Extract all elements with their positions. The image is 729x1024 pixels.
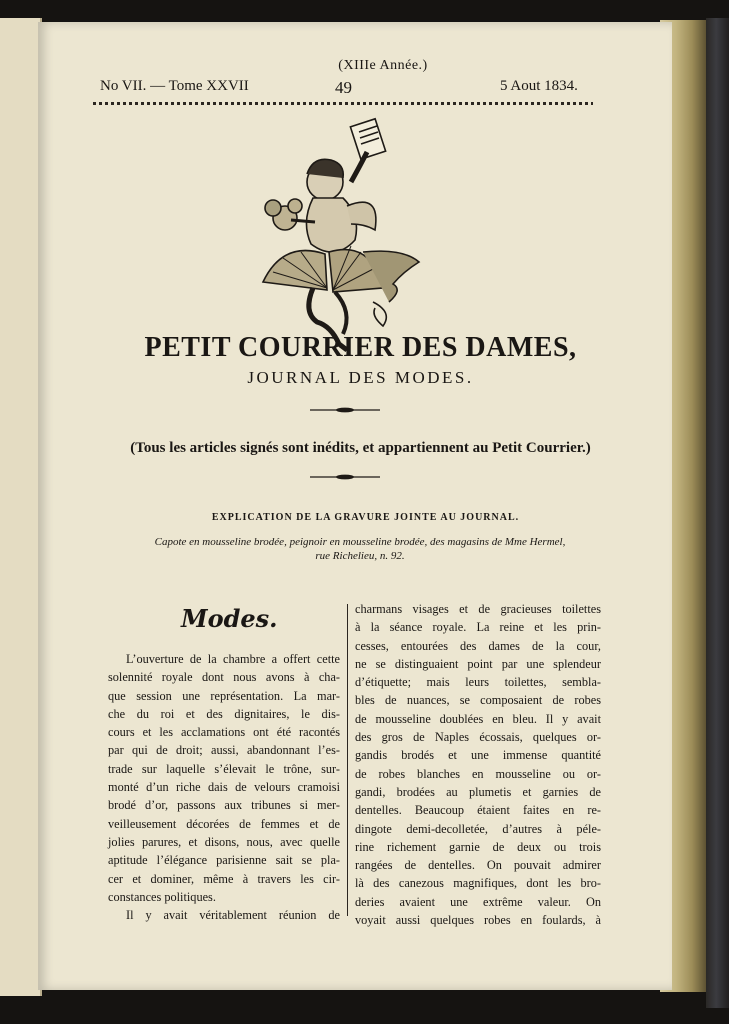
article-right-column	[355, 600, 601, 929]
facing-page-edge	[0, 18, 42, 996]
text-line: de mousseline doublées en bleu. Il y avait	[355, 711, 601, 726]
text-line: à la séance royale. La reine et les prin-	[355, 620, 601, 635]
text-line: veilleusement décorées de femmes et de	[108, 816, 340, 831]
text-line: solennité royale dont nous avons à cha-	[108, 670, 340, 685]
book-spine	[706, 18, 729, 1008]
text-line: là des canezous magnifiques, dont les bro-	[355, 876, 601, 891]
ornament-divider-icon	[310, 474, 380, 480]
text-line: deries avaient une extrême valeur. On	[355, 894, 601, 909]
explication-heading: EXPLICATION DE LA GRAVURE JOINTE AU JOURNAL.	[211, 512, 520, 523]
ornament-divider-icon	[310, 407, 380, 413]
engraving-caption	[90, 535, 630, 563]
text-line: voyait aussi quelques robes en foulards, à	[355, 913, 601, 928]
issue-date: 5 Aout 1834.	[500, 78, 578, 94]
text-line: charmans visages et de gracieuses toilettes	[355, 602, 601, 616]
text-line: constances politiques.	[108, 889, 216, 904]
text-line: che du roi et des dignitaires, le dis-	[108, 706, 340, 721]
text-line: rangées de dentelles. On pouvait admirer	[355, 858, 601, 873]
text-line: des gros de Naples écossais, quelques or-	[355, 730, 601, 745]
text-line: que session une représentation. La mar-	[108, 688, 340, 703]
text-line: jolies parures, et disons, nous, avec quelle	[108, 834, 340, 849]
newspaper-page	[38, 22, 672, 990]
notice-line: (Tous les articles signés sont inédits, et appartiennent au Petit Courrier.)	[130, 440, 591, 456]
masthead-title: PETIT COURRIER DES DAMES,	[144, 332, 577, 363]
article-heading: Modes.	[181, 604, 278, 633]
caption-line: rue Richelieu, n. 92.	[315, 550, 405, 562]
text-line: gandis brodés et une immense quantité	[355, 748, 601, 763]
cherub-icon	[243, 112, 433, 362]
text-line: dingote demi-decolletée, d’autres à péle-	[355, 821, 601, 836]
caption-line: Capote en mousseline brodée, peignoir en mousseline brodée, des magasins de Mme Hermel,	[154, 536, 566, 548]
article-left-column	[108, 650, 340, 924]
text-line: cesses, entourées des dames de la cour,	[355, 638, 601, 653]
header-rule	[93, 102, 593, 105]
text-line: Il y avait véritablement réunion de	[126, 908, 340, 923]
text-line: aptitude l’élégance parisienne sait se pla-	[108, 853, 340, 868]
year-label: (XIIIe Année.)	[338, 58, 428, 73]
text-line: bles de nuances, se composaient de robes	[355, 693, 601, 708]
text-line: monté d’un riche dais de velours cramoisi	[108, 780, 340, 795]
text-line: cours et les acclamations ont été racontés	[108, 725, 340, 740]
text-line: rine richement garnie de deux ou trois	[355, 839, 601, 854]
page-number: 49	[335, 78, 352, 97]
text-line: ne se distinguaient point par une splendeur	[355, 656, 601, 671]
text-line: gandi, brodées au plumetis et garnies de	[355, 784, 601, 799]
issue-number: No VII. — Tome XXVII	[100, 78, 249, 94]
text-line: trade sur laquelle s’élevait le trône, sur-	[108, 761, 340, 776]
text-line: brodé d’or, passons aux tribunes si mer-	[108, 798, 340, 813]
text-line: dentelles. Beaucoup étaient faites en re-	[355, 803, 601, 818]
text-line: cer et dominer, même à travers les cir-	[108, 871, 340, 886]
text-line: de robes blanches en mousseline ou or-	[355, 766, 601, 781]
text-line: d’étiquette; mais leurs toilettes, sembla-	[355, 675, 601, 690]
column-rule	[347, 604, 348, 916]
text-line: par qui de droit; aussi, abandonnant l’es-	[108, 743, 340, 758]
text-line: L’ouverture de la chambre a offert cette	[126, 652, 340, 666]
masthead-subtitle: JOURNAL DES MODES.	[247, 368, 474, 387]
